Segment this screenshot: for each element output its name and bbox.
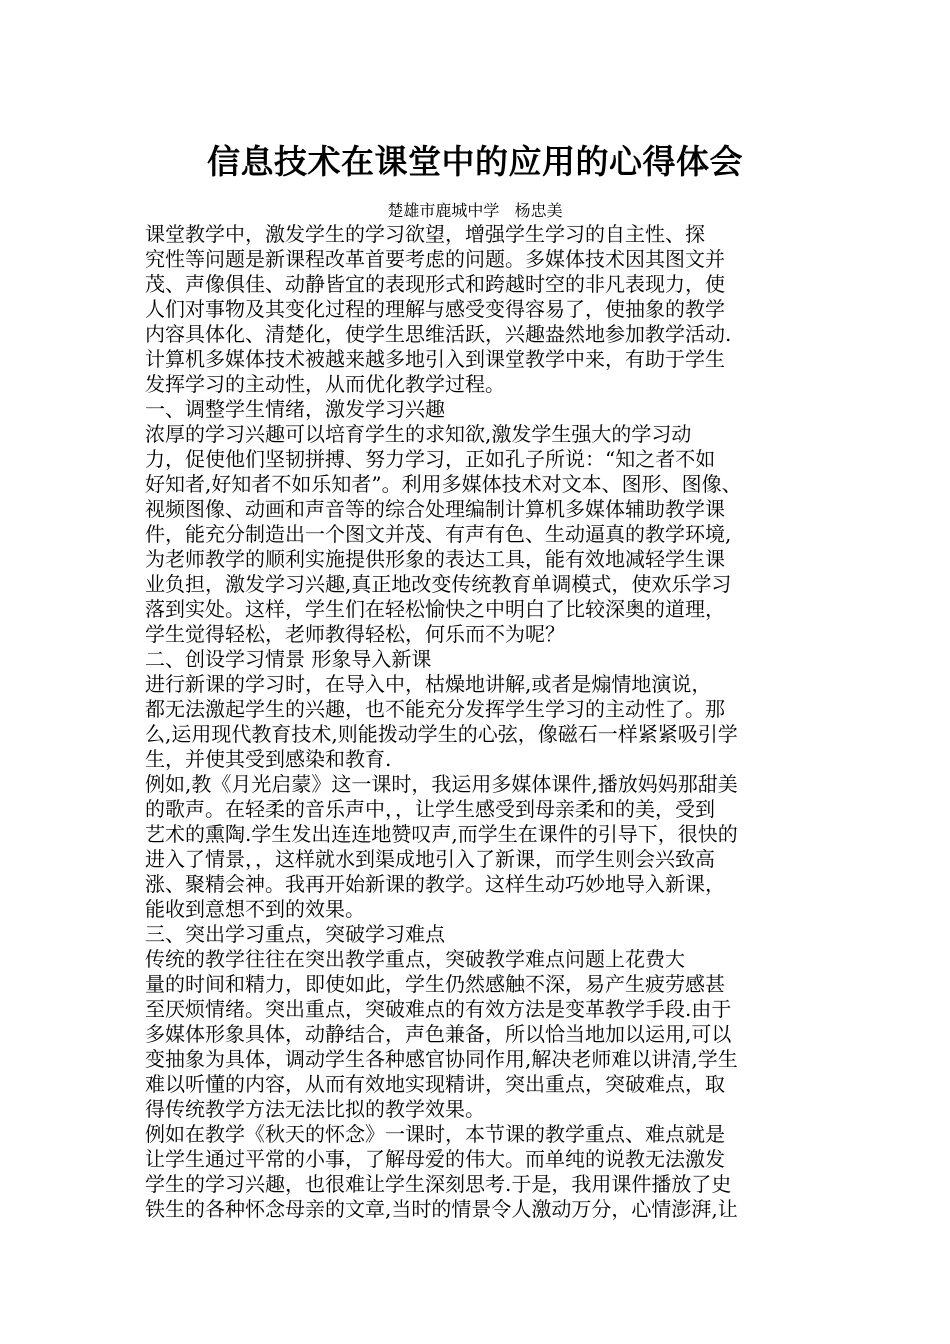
text-line: 内容具体化、清楚化，使学生思维活跃，兴趣盎然地参加教学活动. — [145, 322, 732, 346]
text-line: 让学生通过平常的小事，了解母爱的伟大。而单纯的说教无法激发 — [145, 1147, 725, 1171]
text-line: 艺术的熏陶.学生发出连连地赞叹声,而学生在课件的引导下，很快的 — [145, 822, 738, 846]
text-line: 茂、声像俱佳、动静皆宜的表现形式和跨越时空的非凡表现力，使 — [145, 272, 725, 296]
text-line: 力，促使他们坚韧拼搏、努力学习，正如孔子所说：“知之者不如 — [145, 447, 716, 471]
text-line: 落到实处。这样，学生们在轻松愉快之中明白了比较深奥的道理， — [145, 597, 725, 621]
text-line: 视频图像、动画和声音等的综合处理编制计算机多媒体辅助教学课 — [145, 497, 725, 521]
document-body — [145, 222, 825, 1222]
author-line: 楚雄市鹿城中学 杨忠美 — [387, 201, 563, 220]
text-line: 生，并使其受到感染和教育. — [145, 747, 392, 771]
text-line: 课堂教学中，激发学生的学习欲望，增强学生学习的自主性、探 — [145, 222, 705, 246]
text-line: 一、调整学生情绪，激发学习兴趣 — [145, 397, 445, 421]
text-line: 例如,教《月光启蒙》这一课时，我运用多媒体课件,播放妈妈那甜美 — [145, 772, 738, 796]
text-line: 进入了情景，，这样就水到渠成地引入了新课，而学生则会兴致高 — [145, 847, 715, 871]
text-line: 好知者,好知者不如乐知者”。利用多媒体技术对文本、图形、图像、 — [145, 472, 742, 496]
text-line: 发挥学习的主动性，从而优化教学过程。 — [145, 372, 505, 396]
text-line: 难以听懂的内容，从而有效地实现精讲，突出重点，突破难点，取 — [145, 1072, 725, 1096]
text-line: 为老师教学的顺利实施提供形象的表达工具，能有效地减轻学生课 — [145, 547, 725, 571]
text-line: 传统的教学往往在突出教学重点，突破教学难点问题上花费大 — [145, 947, 685, 971]
text-line: 学生觉得轻松，老师教得轻松，何乐而不为呢？ — [145, 622, 565, 646]
text-line: 例如在教学《秋天的怀念》一课时，本节课的教学重点、难点就是 — [145, 1122, 725, 1146]
text-line: 量的时间和精力，即使如此，学生仍然感触不深，易产生疲劳感甚 — [145, 972, 725, 996]
text-line: 三、突出学习重点，突破学习难点 — [145, 922, 445, 946]
text-line: 计算机多媒体技术被越来越多地引入到课堂教学中来，有助于学生 — [145, 347, 725, 371]
text-line: 变抽象为具体，调动学生各种感官协同作用,解决老师难以讲清,学生 — [145, 1047, 738, 1071]
text-line: 究性等问题是新课程改革首要考虑的问题。多媒体技术因其图文并 — [145, 247, 725, 271]
text-line: 件，能充分制造出一个图文并茂、有声有色、生动逼真的教学环境, — [145, 522, 732, 546]
text-line: 至厌烦情绪。突出重点，突破难点的有效方法是变革教学手段.由于 — [145, 997, 732, 1021]
text-line: 都无法激起学生的兴趣，也不能充分发挥学生学习的主动性了。那 — [145, 697, 725, 721]
text-line: 多媒体形象具体，动静结合，声色兼备，所以恰当地加以运用,可以 — [145, 1022, 732, 1046]
text-line: 人们对事物及其变化过程的理解与感受变得容易了，使抽象的教学 — [145, 297, 725, 321]
text-line: 涨、聚精会神。我再开始新课的教学。这样生动巧妙地导入新课， — [145, 872, 725, 896]
text-line: 浓厚的学习兴趣可以培育学生的求知欲,激发学生强大的学习动 — [145, 422, 692, 446]
text-line: 二、创设学习情景 形象导入新课 — [145, 647, 432, 671]
text-line: 么,运用现代教育技术,则能拨动学生的心弦，像磁石一样紧紧吸引学 — [145, 722, 738, 746]
text-line: 业负担，激发学习兴趣,真正地改变传统教育单调模式，使欢乐学习 — [145, 572, 732, 596]
text-line: 能收到意想不到的效果。 — [145, 897, 365, 921]
text-line: 铁生的各种怀念母亲的文章,当时的情景令人激动万分，心情澎湃,让 — [145, 1197, 738, 1221]
text-line: 进行新课的学习时，在导入中，枯燥地讲解,或者是煽情地演说， — [145, 672, 712, 696]
text-line: 的歌声。在轻柔的音乐声中，，让学生感受到母亲柔和的美，受到 — [145, 797, 715, 821]
text-line: 学生的学习兴趣，也很难让学生深刻思考.于是，我用课件播放了史 — [145, 1172, 732, 1196]
text-line: 得传统教学方法无法比拟的教学效果。 — [145, 1097, 485, 1121]
document-title: 信息技术在课堂中的应用的心得体会 — [207, 142, 743, 181]
